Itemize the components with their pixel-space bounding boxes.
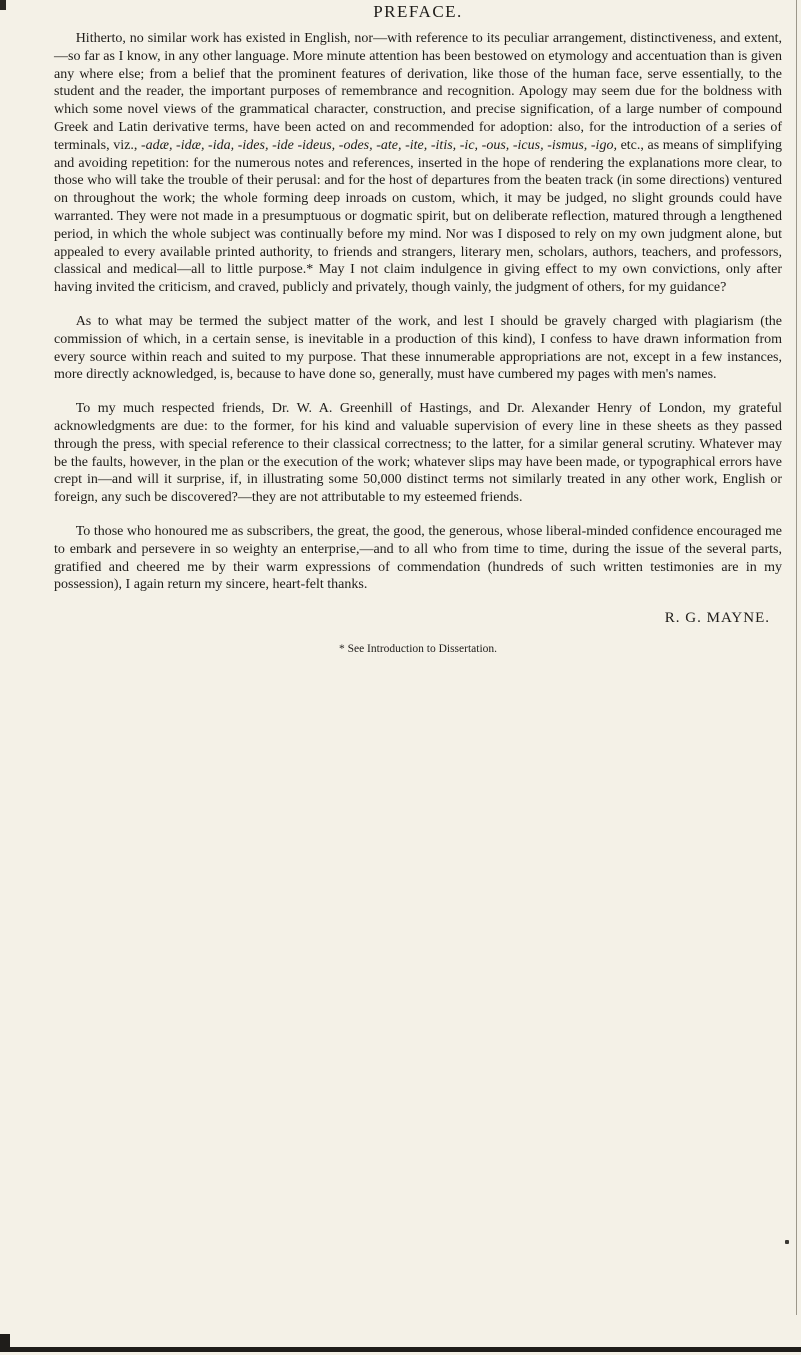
scan-bottom-edge <box>0 1347 801 1352</box>
preface-body <box>54 30 782 594</box>
paragraph-text: etc., as means of simplifying and avoiding repetition: for the numerous notes and references, inserted in the hope of rendering the explanations more clear, to those who will take the trouble of their perusal: and for the host of departures from the beaten track (in some directions) ventured on throughout the work; the whole forming deep inroads on custom, which, it may be judged, no slight grounds could have warranted. They were not made in a presumptuous or dogmatic spirit, but on deliberate reflection, matured through a lengthened period, in which the whole subject was continually before my mind. Nor was I disposed to rely on my own judgment alone, but appealed to every available printed authority, to friends and strangers, literary men, scholars, authors, teachers, and professors, classical and medical—all to little purpose.* May I not claim indulgence in giving effect to my own convictions, only after having invited the criticism, and craved, publicly and privately, though vainly, the judgment of others, for my guidance? <box>54 137 783 296</box>
paragraph <box>54 400 782 507</box>
paragraph-text: To my much respected friends, Dr. W. A. Greenhill of Hastings, and Dr. Alexander Henry of London, my grateful acknowledgments are due: to the former, for his kind and valuable supervision of every line in these sheets as they passed through the press, with special reference to their classical correctness; to the latter, for a similar general scrutiny. Whatever may be the faults, however, in the plan or the execution of the work; whatever slips may have been made, or typographical errors have crept in—and will it surprise, if, in illustrating some 50,000 distinct terms not similarly treated in any other work, English or foreign, any such be discovered?—they are not attributable to my esteemed friends. <box>54 401 782 506</box>
italic-terminals: -adæ, -idæ, -ida, -ides, -ide -ideus, -odes, -ate, -ite, -itis, -ic, -ous, -icus, -ismus, -igo, <box>140 137 617 153</box>
page-title: PREFACE. <box>373 2 463 21</box>
document-page <box>54 2 782 655</box>
paragraph <box>54 313 782 384</box>
scan-speck <box>785 1240 789 1244</box>
paragraph-text: To those who honoured me as subscribers, the great, the good, the generous, whose liberal-minded confidence encouraged me to embark and persevere in so weighty an enterprise,—and to all who from time to time, during the issue of the several parts, gratified and cheered me by their warm expressions of commendation (hundreds of such written testimonies are in my possession), I again return my sincere, heart-felt thanks. <box>54 523 782 593</box>
page-edge-line <box>796 0 797 1315</box>
paragraph <box>54 523 782 594</box>
footnote: * See Introduction to Dissertation. <box>338 643 498 656</box>
author-signature: R. G. MAYNE. <box>664 610 770 627</box>
paragraph-text: As to what may be termed the subject matter of the work, and lest I should be gravely charged with plagiarism (the commission of which, in a certain sense, is inevitable in a production of this kind), I confess to have drawn information from every source within reach and suited to my purpose. That these innumerable appropriations are not, except in a few instances, more directly acknowledged, is, because to have done so, generally, must have cumbered my pages with men's names. <box>54 313 782 383</box>
page-corner-mark <box>0 0 6 10</box>
paragraph <box>54 30 782 297</box>
paragraph-text: Hitherto, no similar work has existed in English, nor—with reference to its peculiar arrangement, distinctiveness, and extent,—so far as I know, in any other language. More minute attention has been bestowed on etymology and accentuation than is given any where else; from a belief that the prominent features of derivation, like those of the human face, serve essentially, to the student and the reader, the important purposes of remembrance and recognition. Apology may seem due for the boldness with which some novel views of the grammatical character, construction, and precise signification, of a large number of compound Greek and Latin derivative terms, have been acted on and recommended for adoption: also, for the introduction of a series of terminals, viz., <box>54 31 782 153</box>
